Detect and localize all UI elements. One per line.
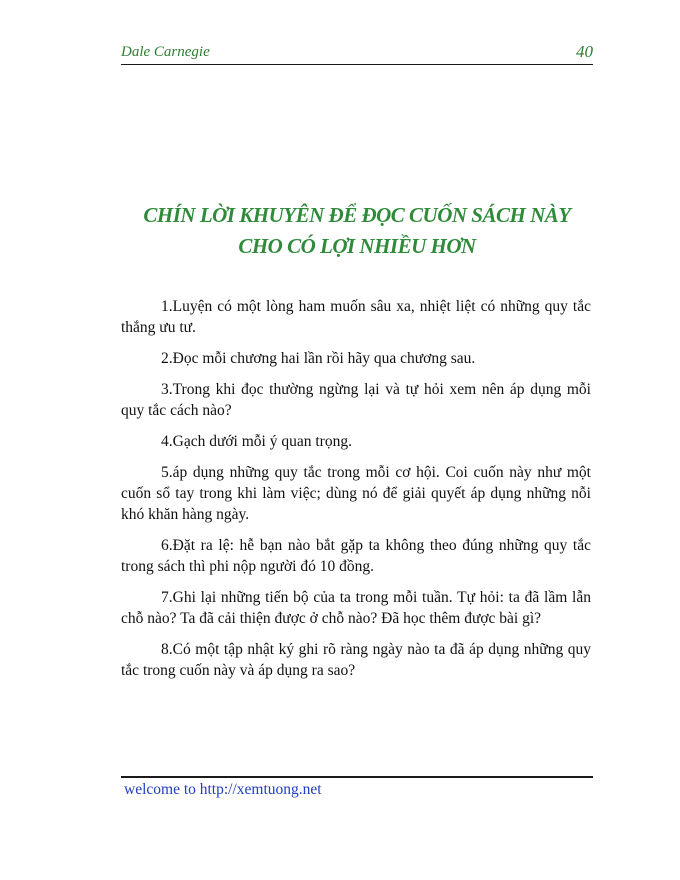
paragraph-5: 5.áp dụng những quy tắc trong mỗi cơ hội. Coi cuốn này như một cuốn sổ tay trong khi làm việc; dùng nó để giải quyết áp dụng những nỗi khó khăn hàng ngày. — [121, 464, 591, 523]
paragraph-2: 2.Đọc mỗi chương hai lần rồi hãy qua chương sau. — [161, 350, 476, 367]
footer-link[interactable]: welcome to http://xemtuong.net — [124, 781, 322, 798]
chapter-title — [121, 200, 593, 262]
paragraph-3: 3.Trong khi đọc thường ngừng lại và tự hỏi xem nên áp dụng mỗi quy tắc cách nào? — [121, 381, 591, 419]
chapter-title-line-2: CHO CÓ LỢI NHIỀU HƠN — [238, 234, 476, 258]
chapter-title-line-1: CHÍN LỜI KHUYÊN ĐỂ ĐỌC CUỐN SÁCH NÀY — [143, 203, 571, 227]
paragraph-6: 6.Đặt ra lệ: hễ bạn nào bắt gặp ta không theo đúng những quy tắc trong sách thì phi nộp người đó 10 đồng. — [121, 537, 591, 575]
paragraph-1: 1.Luyện có một lòng ham muốn sâu xa, nhiệt liệt có những quy tắc thắng ưu tư. — [121, 298, 591, 336]
paragraph-8: 8.Có một tập nhật ký ghi rõ ràng ngày nào ta đã áp dụng những quy tắc trong cuốn này và áp dụng ra sao? — [121, 641, 591, 679]
paragraph-4: 4.Gạch dưới mỗi ý quan trọng. — [161, 433, 352, 450]
footer-divider — [121, 776, 593, 778]
page-header — [121, 42, 593, 65]
paragraph-7: 7.Ghi lại những tiến bộ của ta trong mỗi tuần. Tự hỏi: ta đã lầm lẫn chỗ nào? Ta đã cải thiện được ở chỗ nào? Đã học thêm được bài gì? — [121, 589, 591, 627]
body-text — [121, 296, 591, 691]
header-author: Dale Carnegie — [121, 44, 210, 60]
page-number: 40 — [576, 42, 593, 61]
